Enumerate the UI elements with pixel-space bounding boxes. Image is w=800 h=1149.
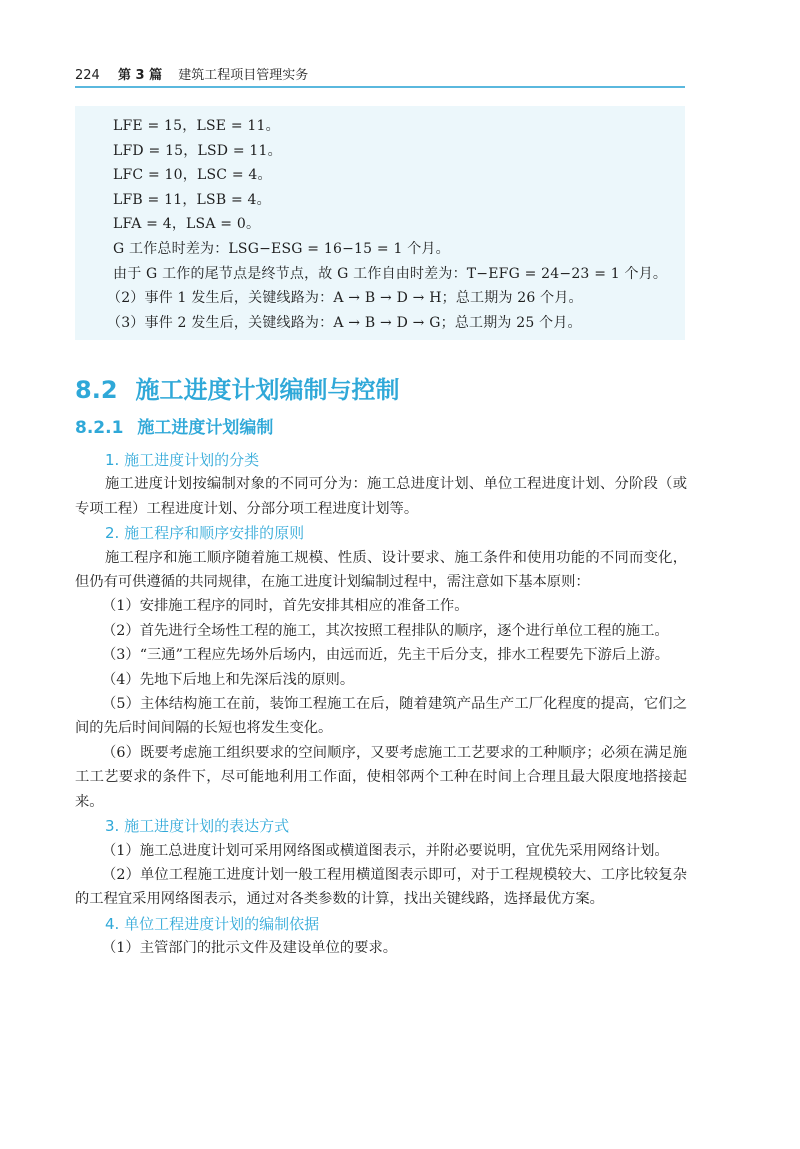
running-header [75,64,685,84]
answer-line: G 工作总时差为：LSG−ESG = 16−15 = 1 个月。 [113,240,450,257]
answer-line: LFE = 15，LSE = 11。 [113,118,280,134]
paragraph: 施工进度计划按编制对象的不同可分为：施工总进度计划、单位工程进度计划、分阶段（或专项工程）工程进度计划、分部分项工程进度计划等。 [75,476,687,517]
answer-line: （3）事件 2 发生后，关键线路为：A → B → D → G；总工期为 25 个月。 [107,314,582,331]
topic-heading: 2. 施工程序和顺序安排的原则 [105,524,305,543]
list-item: （1）主管部门的批示文件及建设单位的要求。 [102,940,398,957]
list-item: （2）首先进行全场性工程的施工，其次按照工程排队的顺序，逐个进行单位工程的施工。 [102,622,669,639]
list-item: （5）主体结构施工在前，装饰工程施工在后，随着建筑产品生产工厂化程度的提高，它们之间的先后时间间隔的长短也将发生变化。 [75,696,687,737]
topic-heading: 3. 施工进度计划的表达方式 [105,817,290,836]
list-item: （3）“三通”工程应先场外后场内，由远而近，先主干后分支，排水工程要先下游后上游。 [102,647,669,664]
page-number: 224 [75,68,100,83]
part-label: 第 3 篇 [117,68,163,83]
subsection-heading [75,413,273,438]
list-item: （2）单位工程施工进度计划一般工程用横道图表示即可，对于工程规模较大、工序比较复杂的工程宜采用网络图表示，通过对各类参数的计算，找出关键线路，选择最优方案。 [75,866,687,908]
topic-heading: 1. 施工进度计划的分类 [105,451,260,469]
book-title: 建筑工程项目管理实务 [178,68,309,83]
answer-box [75,106,685,340]
subsection-number: 8.2.1 [75,418,124,438]
answer-line: LFC = 10，LSC = 4。 [113,167,272,184]
section-title: 施工进度计划编制与控制 [135,376,400,404]
subsection-title: 施工进度计划编制 [137,418,274,438]
paragraph: 施工程序和施工顺序随着施工规模、性质、设计要求、施工条件和使用功能的不同而变化，但仍有可供遵循的共同规律，在施工进度计划编制过程中，需注意如下基本原则： [75,549,687,591]
list-item: （1）施工总进度计划可采用网络图或横道图表示，并附必要说明，宜优先采用网络计划。 [102,842,669,859]
answer-line: LFB = 11，LSB = 4。 [113,191,271,208]
list-item: （6）既要考虑施工组织要求的空间顺序，又要考虑施工工艺要求的工种顺序；必须在满足施工工艺要求的条件下，尽可能地利用工作面，使相邻两个工种在时间上合理且最大限度地搭接起来。 [75,744,687,810]
body-text [75,448,687,961]
list-item: （4）先地下后地上和先深后浅的原则。 [102,671,355,688]
section-number: 8.2 [75,376,118,404]
answer-line: （2）事件 1 发生后，关键线路为：A → B → D → H；总工期为 26 个月。 [107,290,583,307]
answer-line: 由于 G 工作的尾节点是终节点，故 G 工作自由时差为：T−EFG = 24−23 = 1 个月。 [113,265,668,282]
section-heading [75,370,400,405]
topic-heading: 4. 单位工程进度计划的编制依据 [105,914,320,933]
list-item: （1）安排施工程序的同时，首先安排其相应的准备工作。 [102,598,469,615]
header-rule [75,86,685,88]
answer-line: LFD = 15，LSD = 11。 [113,142,282,159]
answer-line: LFA = 4，LSA = 0。 [113,216,261,233]
